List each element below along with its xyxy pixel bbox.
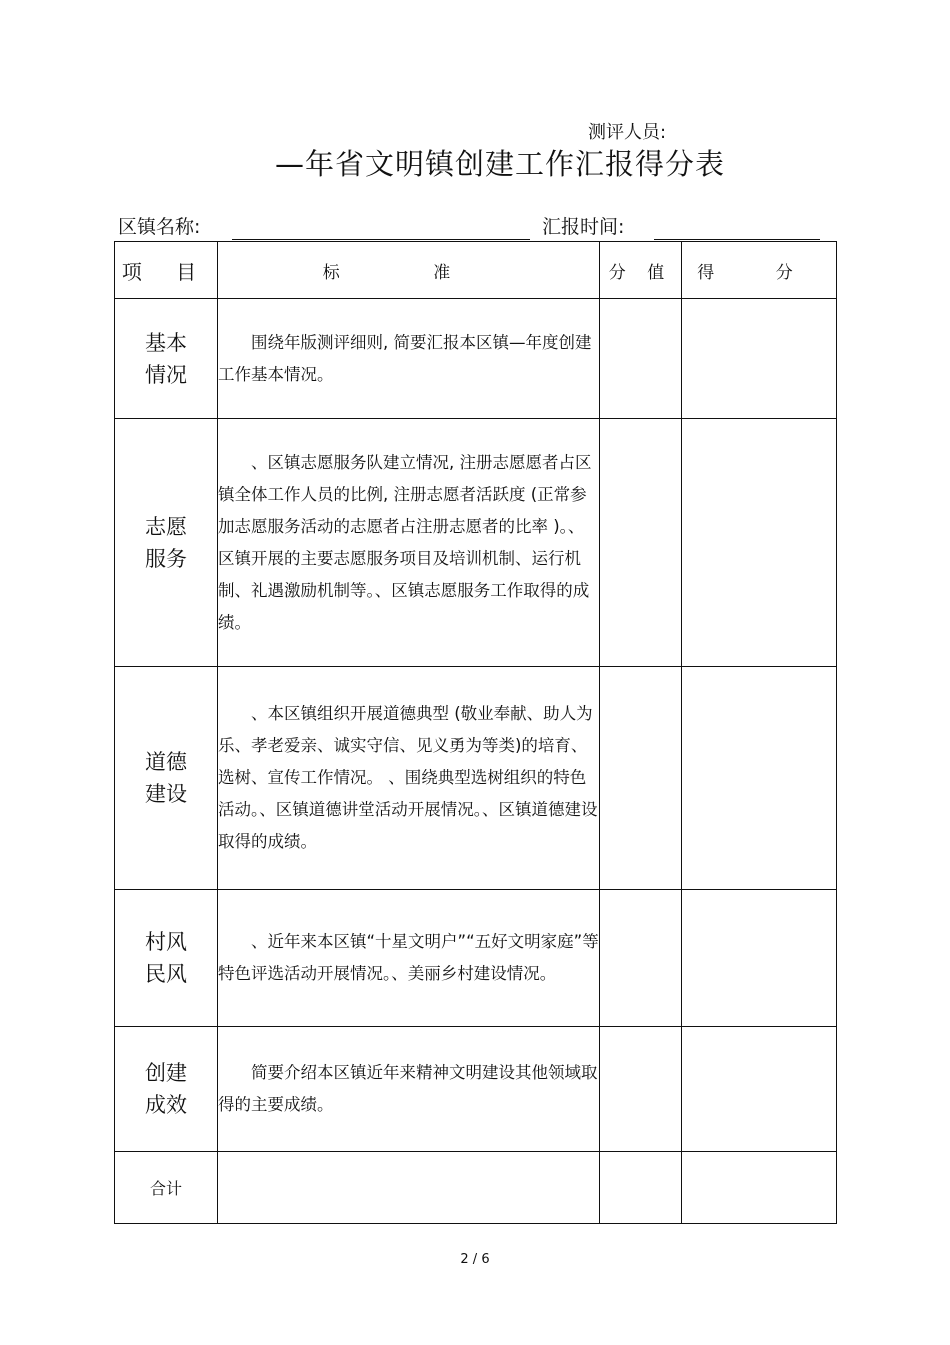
row-points-cell [600,667,682,890]
table-row [115,667,837,890]
row-score-cell [682,1027,837,1152]
row-score-cell [682,667,837,890]
row-standard-volunteer: 、区镇志愿服务队建立情况, 注册志愿愿者占区镇全体工作人员的比例, 注册志愿者活跃度 (正常参加志愿服务活动的志愿者占注册志愿者的比率 )。、区镇开展的主要志愿服务项目及培训机制、运行机制、礼遇激励机制等。、区镇志愿服务工作取得的成绩。 [218,419,600,667]
row-points-cell [600,1027,682,1152]
row-item-customs: 村风民风 [115,890,218,1027]
total-score-cell [682,1152,837,1224]
table-row [115,890,837,1027]
table-header-row [115,242,837,299]
district-name-blank [232,239,530,240]
report-time-label: 汇报时间: [542,216,625,238]
header-standard: 标 准 [218,242,600,299]
table-row [115,1027,837,1152]
page-number: 2 / 6 [460,1252,490,1267]
row-standard-results: 简要介绍本区镇近年来精神文明建设其他领域取得的主要成绩。 [218,1027,600,1152]
table-row [115,299,837,419]
evaluator-label: 测评人员: [588,122,667,143]
page-title: —年省文明镇创建工作汇报得分表 [274,147,725,181]
row-score-cell [682,419,837,667]
row-item-morality: 道德建设 [115,667,218,890]
row-standard-customs: 、近年来本区镇“十星文明户”“五好文明家庭”等特色评选活动开展情况。、美丽乡村建设情况。 [218,890,600,1027]
row-points-cell [600,419,682,667]
row-standard-morality: 、本区镇组织开展道德典型 (敬业奉献、助人为乐、孝老爱亲、诚实守信、见义勇为等类)的培育、选树、宣传工作情况。 、围绕典型选树组织的特色活动。、区镇道德讲堂活动开展情况。、区镇道德建设取得的成绩。 [218,667,600,890]
table-total-row [115,1152,837,1224]
district-name-label: 区镇名称: [118,216,201,238]
score-table [114,241,837,1224]
row-item-basic: 基本情况 [115,299,218,419]
header-score: 得 分 [682,242,837,299]
report-time-blank [654,239,820,240]
row-score-cell [682,890,837,1027]
row-item-volunteer: 志愿服务 [115,419,218,667]
row-score-cell [682,299,837,419]
total-standard-cell [218,1152,600,1224]
row-standard-basic: 围绕年版测评细则, 简要汇报本区镇—年度创建工作基本情况。 [218,299,600,419]
row-item-results: 创建成效 [115,1027,218,1152]
header-item: 项 目 [115,242,218,299]
row-points-cell [600,890,682,1027]
header-points: 分 值 [600,242,682,299]
total-label: 合计 [115,1152,218,1224]
table-row [115,419,837,667]
row-points-cell [600,299,682,419]
total-points-cell [600,1152,682,1224]
